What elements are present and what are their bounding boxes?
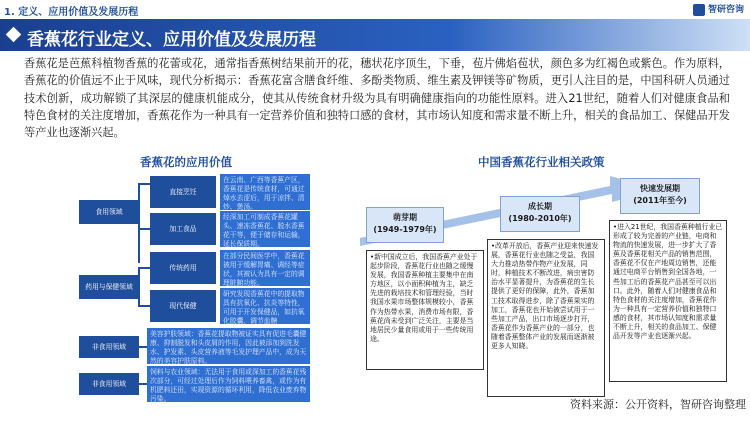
category-nonfood-agriculture [79, 373, 139, 395]
stage-name: 萌芽期 [393, 213, 417, 222]
stage-rapid [620, 178, 700, 214]
connector-line [138, 305, 150, 307]
stage-name: 成长期 [528, 202, 552, 211]
category-label: 食用领域 [95, 207, 123, 216]
intro-paragraph: 香蕉花是芭蕉科植物香蕉的花蕾或花，通常指香蕉树结果前开的花，穗状花序顶生，下垂，苞片佛焰苞状，颜色多为红褐色或紫色。作为原料，香蕉花的价值远不止于风味，现代分析揭示：香蕉花富含膳食纤维、多酚类物质、维生素及钾镁等矿物质，更引人注目的是，中国科研人员通过技术创新，成功解锁了其深层的健康机能成分，使其从传统食材升级为具有明确健康指向的功能性原料。进入21世纪，随着人们对健康食品和特色食材的关注度增加，香蕉花作为一种具有一定营养价值和独特口感的食材，其市场认知度和需求量不断上升，相关的食品加工、保健品开发等产业也逐渐兴起。 [24, 57, 730, 140]
desc-direct-cooking: 在云南、广西等香蕉产区，香蕉花是传统食材，可通过焯水去涩后，用于凉拌、清炒、煲汤。 [220, 174, 310, 210]
sub-modern-health [150, 290, 216, 322]
connector-line [138, 183, 150, 185]
source-note: 资料来源：公开资料，智研咨询整理 [570, 398, 746, 411]
sub-traditional-medicine [150, 252, 216, 284]
title-bar [0, 19, 750, 51]
policy-text-sprout: •新中国成立后，我国香蕉产业处于起步阶段，香蕉花行业也随之缓慢发展，我国香蕉种植主要集中在南方地区，以小面积种植为主，缺乏先进的栽培技术和管理经验，当时我国水果市场整体规模较小，香蕉作为热带水果，消费市场有限，香蕉花尚未受到广泛关注，主要是当地居民少量食用或用于一些传统用途。 [366, 250, 484, 370]
stage-sprout [366, 207, 444, 243]
brand-logo-icon [693, 4, 705, 16]
brand-name: 智研咨询 [707, 5, 744, 15]
connector-line [138, 228, 150, 230]
category-label: 非食用领域 [92, 342, 126, 351]
category-nonfood-beauty [79, 336, 139, 358]
category-label: 药用与保健领域 [85, 282, 133, 291]
policy-title: 中国香蕉花行业相关政策 [478, 155, 605, 169]
page-title: 香蕉花行业定义、应用价值及发展历程 [27, 30, 316, 50]
connector-line [139, 383, 147, 385]
category-label: 非食用领域 [92, 379, 126, 388]
sub-processed-food [150, 213, 216, 245]
desc-beauty: 美容护肤领域：香蕉花提取物被证实具有促进毛囊健康、抑制脱发和头皮屑的作用，因此被添加到洗发水、护发素、头皮营养液等毛发护理产品中，成为天然的美容护肤原料。 [147, 328, 310, 364]
sub-label: 加工食品 [169, 224, 197, 233]
stage-period: (1949-1979年) [373, 225, 437, 234]
policy-text-growth: •改革开放后，香蕉产业迎来快速发展，香蕉花行业也随之受益，我国大力推动热带作物产业发展，同时，种植技术不断改进，病虫害防治水平显著提升，为香蕉花的生长提供了更好的保障，此外，香蕉加工技术取得进步，除了香蕉果实的加工，香蕉花也开始被尝试用于一些加工产品，出口市场逐步打开，香蕉花作为香蕉产业的一部分，也随着香蕉整体产业的发展而逐渐被更多人知晓。 [487, 239, 605, 397]
category-food [79, 200, 139, 224]
stage-name: 快速发展期 [640, 184, 680, 193]
stage-period: (2011年至今) [633, 196, 687, 205]
policy-text-rapid: •进入21世纪，我国香蕉种植行业已形成了较为完善的产业链，电商和物流的快速发展，进一步扩大了香蕉及香蕉花相关产品的销售范围，香蕉花不仅在产地周边销售，还能通过电商平台销售到全国各地，一些加工后的香蕉花产品甚至可以出口。此外，随着人们对健康食品和特色食材的关注度增加，香蕉花作为一种具有一定营养价值和独特口感的食材，其市场认知度和需求量不断上升，相关的食品加工、保健品开发等产业也逐渐兴起。 [609, 220, 727, 382]
desc-processed-food: 经深加工可制成香蕉花罐头、速冻香蕉花、脱水香蕉花干等，便于储存和运输，延长保质期。 [220, 211, 310, 247]
sub-label: 直接烹饪 [169, 187, 197, 196]
top-header [0, 0, 750, 18]
sub-direct-cooking [150, 176, 216, 208]
stage-period: (1980-2010年) [508, 214, 572, 223]
stage-growth [500, 196, 580, 232]
section-number: 1. 定义、应用价值及发展历程 [4, 7, 139, 18]
applications-title: 香蕉花的应用价值 [140, 155, 232, 169]
sub-label: 传统药用 [169, 263, 197, 272]
desc-modern-health: 研究发现香蕉花中的提取物具有抗氧化、抗炎等特性，可用于开发保健品，如抗氧化胶囊、调节血糖 [220, 288, 310, 324]
brand-logo [693, 2, 744, 16]
diamond-icon [6, 27, 22, 43]
sub-label: 现代保健 [169, 301, 197, 310]
connector-line [138, 267, 150, 269]
category-medicine [79, 275, 139, 299]
desc-agriculture: 饲料与农业领域：无法用于食用或深加工的香蕉花残次部分，可经过处理后作为饲料喂养畜禽，或作为有机肥料还田，实现资源的循环利用，降低农业废弃物污染。 [147, 366, 310, 402]
connector-line [139, 346, 147, 348]
desc-traditional-medicine: 在部分民间医学中，香蕉花被用于缓解胃痛、调经等症状，其被认为具有一定的调理脏腑功能。 [220, 250, 310, 286]
